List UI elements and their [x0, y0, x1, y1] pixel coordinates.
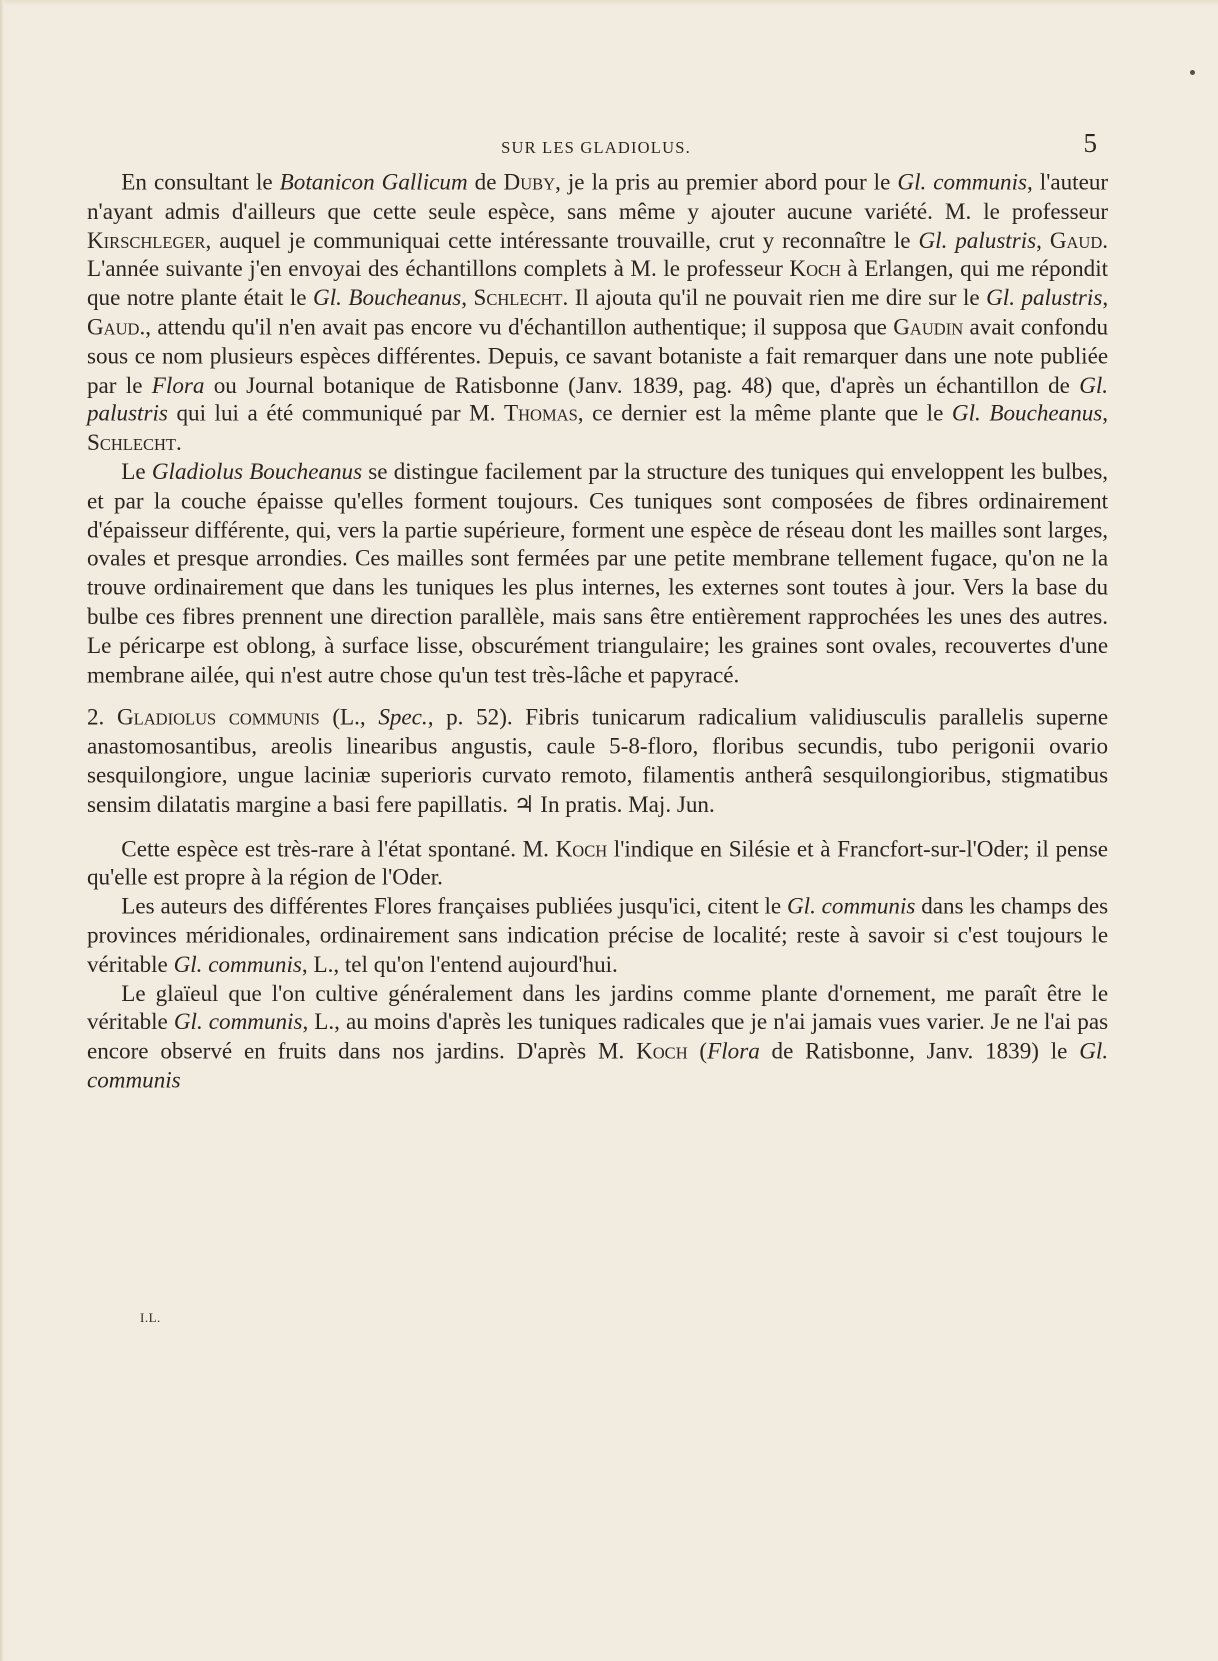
text-run: dans les champs des provinces méridionales, ordinairement sans indication précise de localité; reste à savoir si c'est toujours le véritable — [87, 893, 1109, 977]
italic-text: Gl. communis — [897, 169, 1027, 195]
text-run: Le — [121, 458, 152, 485]
small-caps-name: Schlecht — [87, 429, 176, 456]
small-caps-name: Koch — [555, 835, 608, 861]
text-run: Le glaïeul que l'on cultive généralement dans les jardins comme plante d'ornement, me paraît être le véritable — [87, 980, 1109, 1035]
small-caps-name: Gaudin — [893, 314, 964, 340]
italic-text: Gl. communis — [173, 951, 302, 977]
italic-text: Gl. Boucheanus — [313, 285, 462, 311]
small-caps-name: Duby — [503, 169, 556, 195]
italic-text: Gl. communis — [173, 1009, 303, 1035]
page-left-edge — [0, 0, 4, 1661]
text-run: Cette espèce est très-rare à l'état spontané. M. — [121, 835, 556, 861]
paragraph — [87, 834, 1108, 892]
text-run: avait confondu sous ce nom plusieurs espèces différentes. Depuis, ce savant botaniste a fait remarquer dans une note publiée par le — [87, 314, 1109, 398]
signature-mark: I.L. — [140, 1310, 161, 1325]
italic-text: Gladiolus Boucheanus — [151, 458, 363, 485]
small-caps-name: Thomas — [504, 400, 578, 427]
italic-text: Gl. palustris — [918, 227, 1037, 253]
text-run: , L., tel qu'on l'entend aujourd'hui. — [301, 951, 618, 977]
italic-text: Gl. communis — [87, 1038, 1109, 1093]
small-caps-name: Schlecht — [473, 285, 563, 311]
paragraph — [87, 703, 1108, 819]
text-run: , — [461, 285, 474, 311]
italic-text: Gl. palustris — [87, 371, 1109, 427]
text-run: Les auteurs des différentes Flores françaises publiées jusqu'ici, citent le — [121, 893, 787, 919]
text-run: . L'année suivante j'en envoyai des échantillons complets à M. le professeur — [87, 227, 1109, 282]
italic-text: Flora — [151, 371, 205, 398]
text-run: , — [1102, 400, 1109, 427]
italic-text: Gl. palustris — [986, 285, 1103, 311]
text-run: (L., — [319, 704, 379, 730]
paragraph — [87, 168, 1108, 458]
text-run: 2. — [87, 704, 117, 730]
italic-text: Gl. communis — [786, 893, 916, 919]
paragraph — [87, 979, 1108, 1095]
ink-speck — [1190, 70, 1195, 75]
small-caps-name: Gaud — [87, 314, 140, 340]
body-text — [87, 168, 1108, 1095]
paragraph — [87, 458, 1108, 690]
text-run: . — [175, 429, 182, 456]
text-run: se distingue facilement par la structure des tuniques qui enveloppent les bulbes, et par la couche épaisse qu'elles forment toujours. Ces tuniques sont composées de fibres ordinairement d'épaisseur différente, qui, vers la partie supérieure, forment une espèce de réseau dont les mailles sont larges, ovales et presque arrondies. Ces mailles sont fermées par une petite membrane tellement fugace, qu'on ne la trouve ordinairement que dans les tuniques les plus internes, les externes sont toutes à jour. Vers la base du bulbe ces fibres prennent une direction parallèle, mais sans être entièrement rapprochées les unes des autres. Le péricarpe est oblong, à surface lisse, obscurément triangulaire; les graines sont ovales, recouvertes d'une membrane ailée, qui n'est autre chose qu'un test très-lâche et papyracé. — [87, 458, 1109, 687]
running-header — [87, 128, 1105, 160]
small-caps-name: Koch — [636, 1038, 688, 1064]
italic-text: Spec. — [378, 704, 428, 730]
italic-text: Gl. Boucheanus — [951, 400, 1103, 427]
text-run: . Il ajouta qu'il ne pouvait rien me dire sur le — [562, 285, 987, 311]
text-run: ( — [687, 1038, 708, 1064]
text-run: En consultant le — [121, 169, 280, 195]
header-title: SUR LES GLADIOLUS. — [501, 138, 691, 157]
text-run: , auquel je communiquai cette intéressante trouvaille, crut y reconnaître le — [205, 227, 919, 253]
text-run: de — [467, 169, 504, 195]
small-caps-name: Kirschleger — [87, 227, 206, 253]
page-number: 5 — [1083, 128, 1097, 158]
text-run: , p. 52). Fibris tunicarum radicalium validiusculis parallelis superne anastomosantibus, areolis linearibus angustis, caule 5-8-floro, floribus secundis, tubo perigonii ovario sesquilongiore, ungue laciniæ superioris curvato remoto, filamentis antherâ sesquilongioribus, stigmatibus sensim dilatatis margine a basi fere papillatis. ♃ In pratis. Maj. Jun. — [87, 704, 1109, 817]
small-caps-name: Gaud — [1049, 227, 1103, 253]
small-caps-name: Koch — [789, 256, 841, 282]
text-run: , — [1036, 227, 1050, 253]
italic-text: Flora — [707, 1038, 760, 1064]
text-run: l'indique en Silésie et à Francfort-sur-l'Oder; il pense qu'elle est propre à la région de l'Oder. — [87, 835, 1109, 890]
text-run: de Ratisbonne, Janv. 1839) le — [759, 1038, 1080, 1064]
text-run: , l'auteur n'ayant admis d'ailleurs que cette seule espèce, sans même y ajouter aucune variété. M. le professeur — [87, 169, 1109, 224]
page-top-edge — [0, 0, 1218, 6]
text-run: , — [1102, 285, 1109, 311]
small-caps-name: Gladiolus communis — [116, 704, 320, 730]
text-run: à Erlangen, qui me répondit que notre plante était le — [87, 256, 1109, 311]
paragraph — [87, 892, 1108, 979]
text-run: ou Journal botanique de Ratisbonne (Janv. 1839, pag. 48) que, d'après un échantillon de — [204, 371, 1080, 398]
text-run: , je la pris au premier abord pour le — [555, 169, 898, 195]
text-run: qui lui a été communiqué par M. — [167, 400, 505, 427]
text-run: ., attendu qu'il n'en avait pas encore vu d'échantillon authentique; il supposa que — [139, 314, 894, 340]
italic-text: Botanicon Gallicum — [279, 169, 468, 195]
text-run: , L., au moins d'après les tuniques radicales que je n'ai jamais vues varier. Je ne l'ai pas encore observé en fruits dans nos jardins. D'après M. — [87, 1009, 1109, 1064]
text-run: , ce dernier est la même plante que le — [577, 400, 952, 427]
